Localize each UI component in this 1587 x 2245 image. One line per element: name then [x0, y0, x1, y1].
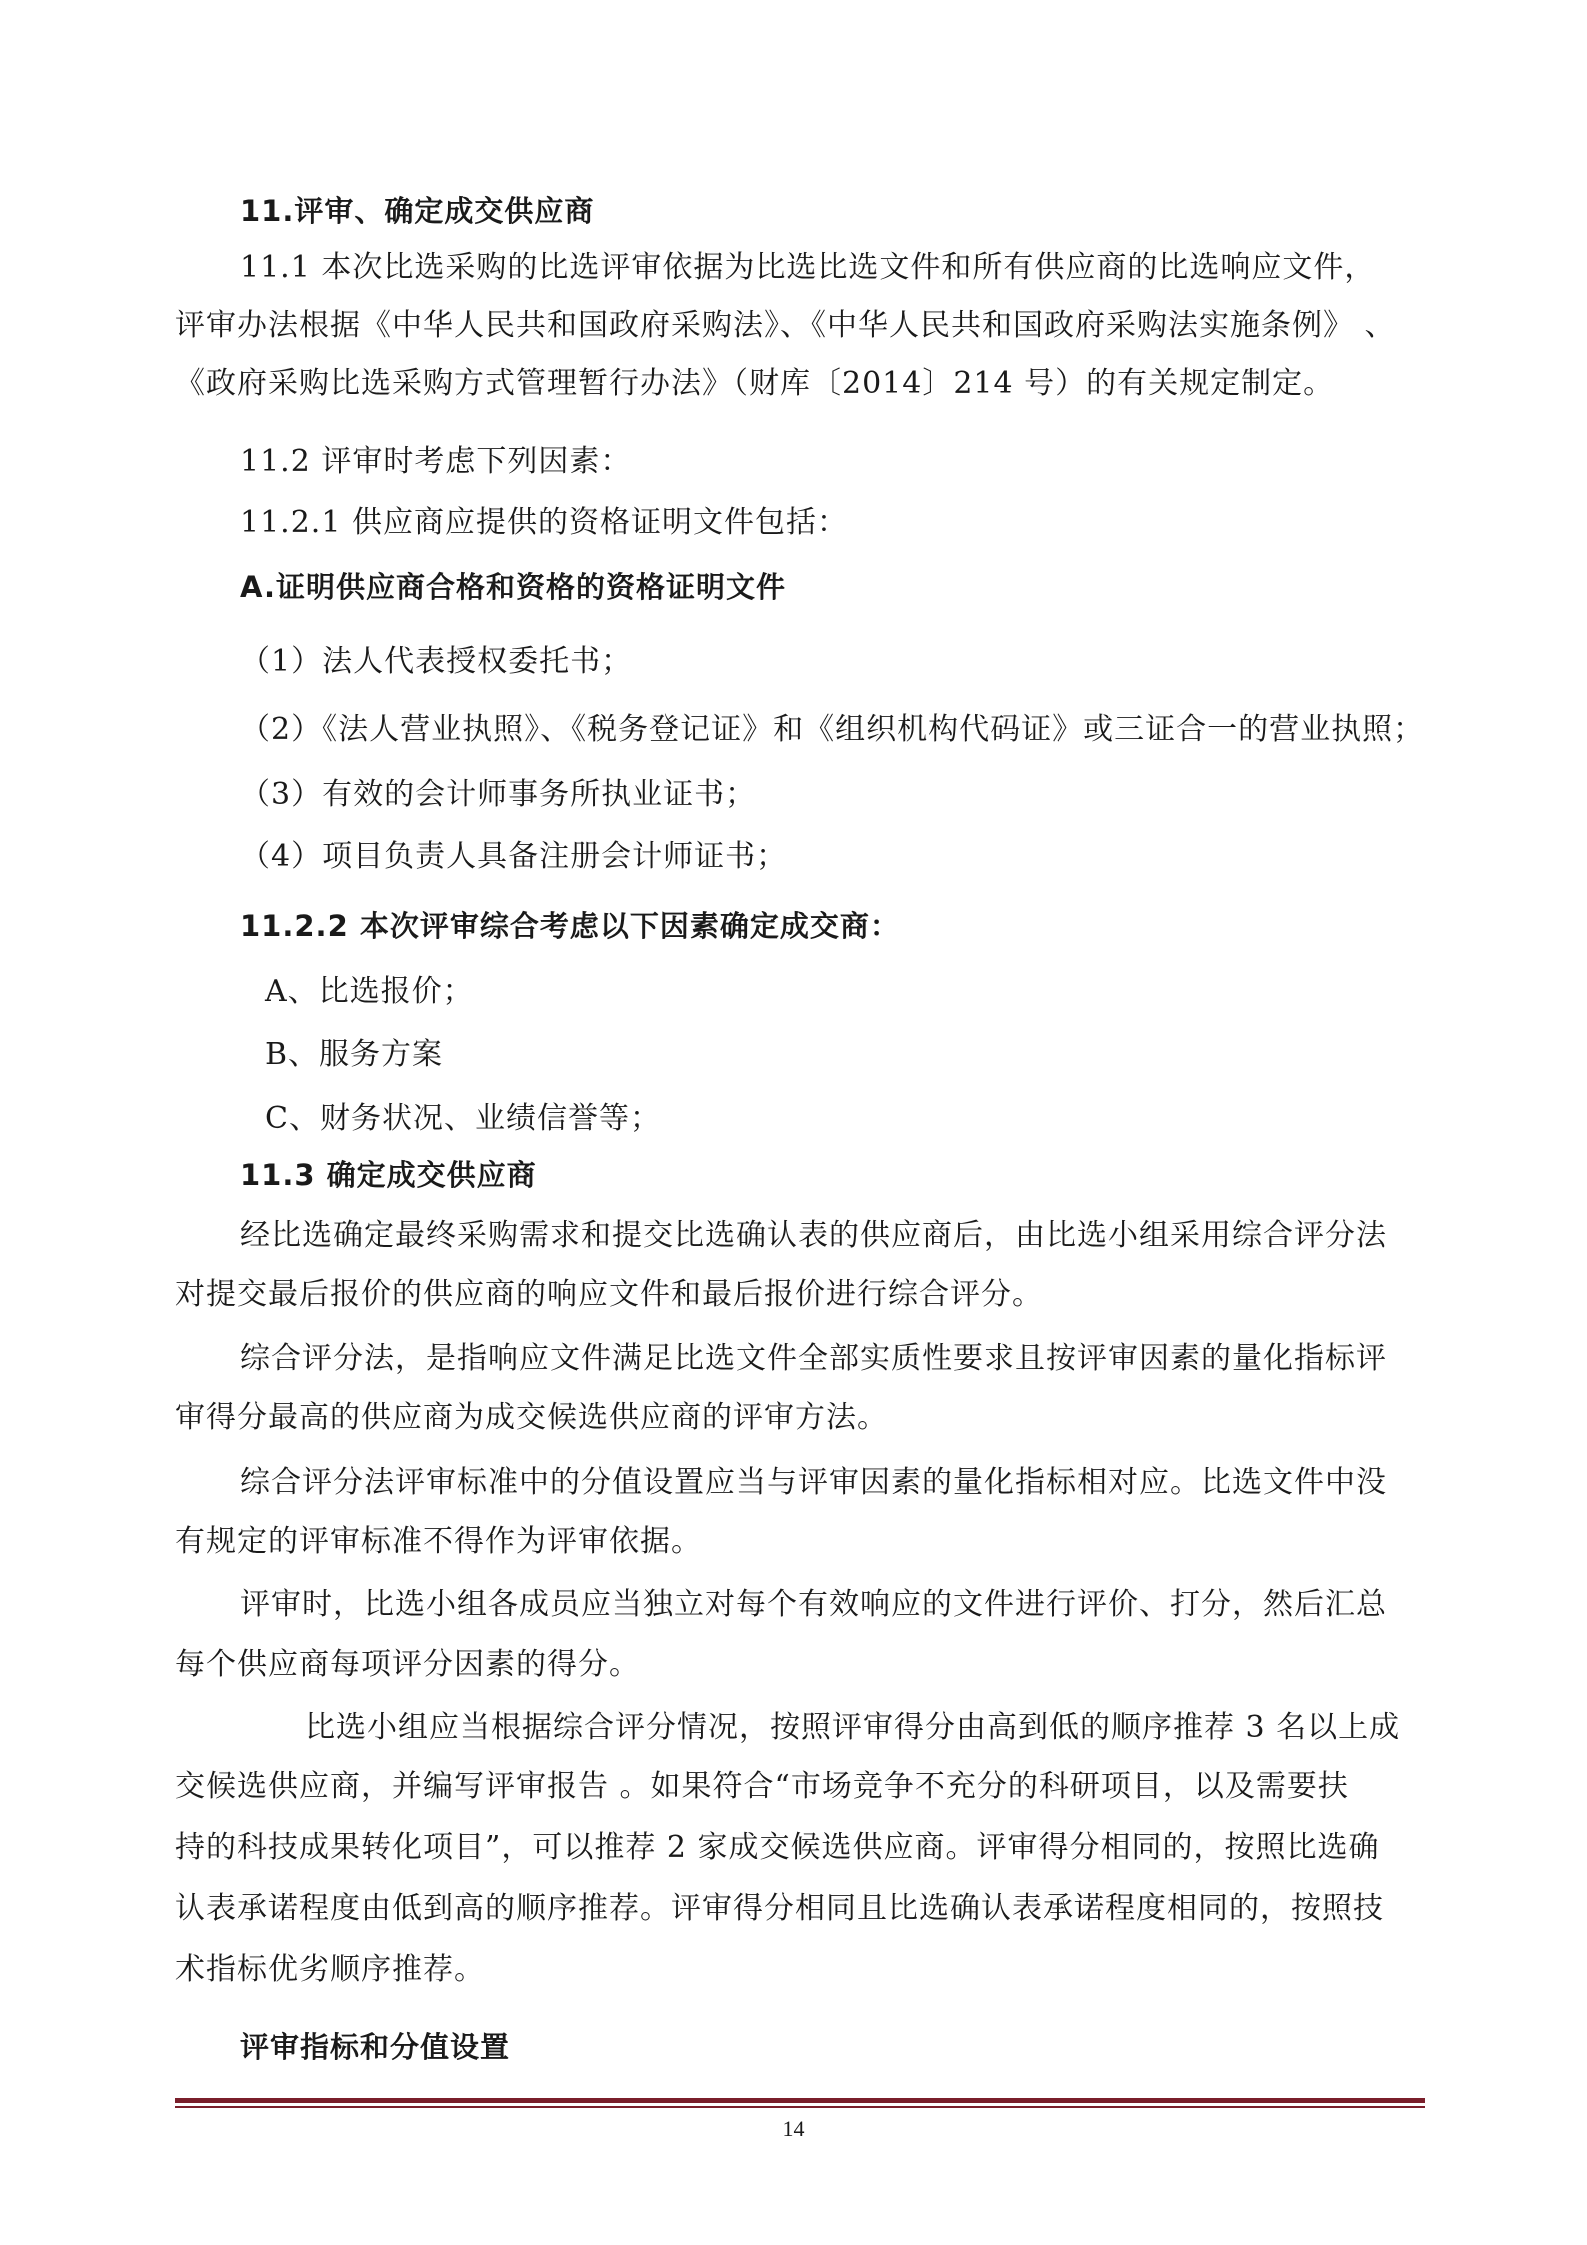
- heading-qualification-docs: A.证明供应商合格和资格的资格证明文件: [240, 570, 786, 604]
- heading-11-2-2: 11.2.2 本次评审综合考虑以下因素确定成交商：: [240, 909, 900, 943]
- paragraph-1-line-2: 对提交最后报价的供应商的响应文件和最后报价进行综合评分。: [175, 1277, 1043, 1312]
- paragraph-5-line-5: 术指标优劣顺序推荐。: [175, 1952, 485, 1987]
- list-item-4: （4）项目负责人具备注册会计师证书；: [240, 839, 788, 874]
- factor-a: A、比选报价；: [265, 974, 474, 1009]
- footer-divider-thick: [175, 2098, 1425, 2103]
- paragraph-11-2-1: 11.2.1 供应商应提供的资格证明文件包括：: [240, 505, 848, 540]
- factor-c: C、财务状况、业绩信誉等；: [265, 1101, 661, 1136]
- paragraph-1-line-1: 经比选确定最终采购需求和提交比选确认表的供应商后，由比选小组采用综合评分法: [240, 1218, 1387, 1253]
- paragraph-2-line-1: 综合评分法，是指响应文件满足比选文件全部实质性要求且按评审因素的量化指标评: [240, 1341, 1387, 1376]
- paragraph-4-line-1: 评审时，比选小组各成员应当独立对每个有效响应的文件进行评价、打分，然后汇总: [240, 1587, 1387, 1622]
- paragraph-5-line-2: 交候选供应商，并编写评审报告 。如果符合“市场竞争不充分的科研项目，以及需要扶: [175, 1769, 1349, 1804]
- list-item-2: （2）《法人营业执照》、《税务登记证》和《组织机构代码证》或三证合一的营业执照；: [240, 712, 1425, 747]
- paragraph-3-line-2: 有规定的评审标准不得作为评审依据。: [175, 1524, 702, 1559]
- paragraph-5-line-3: 持的科技成果转化项目”，可以推荐 2 家成交候选供应商。评审得分相同的，按照比选确: [175, 1830, 1380, 1865]
- paragraph-3-line-1: 综合评分法评审标准中的分值设置应当与评审因素的量化指标相对应。比选文件中没: [240, 1465, 1387, 1500]
- paragraph-4-line-2: 每个供应商每项评分因素的得分。: [175, 1647, 640, 1682]
- heading-11-3: 11.3 确定成交供应商: [240, 1158, 537, 1192]
- paragraph-11-2: 11.2 评审时考虑下列因素：: [240, 444, 632, 479]
- page-number: 14: [782, 2116, 805, 2141]
- heading-scoring-indicators: 评审指标和分值设置: [240, 2030, 511, 2064]
- paragraph-2-line-2: 审得分最高的供应商为成交候选供应商的评审方法。: [175, 1400, 888, 1435]
- paragraph-11-1-line-1: 11.1 本次比选采购的比选评审依据为比选比选文件和所有供应商的比选响应文件，: [240, 250, 1376, 285]
- paragraph-11-1-line-3: 《政府采购比选采购方式管理暂行办法》（财库〔2014〕214 号）的有关规定制定。: [175, 366, 1335, 401]
- list-item-3: （3）有效的会计师事务所执业证书；: [240, 777, 757, 812]
- list-item-1: （1）法人代表授权委托书；: [240, 644, 633, 679]
- paragraph-5-line-4: 认表承诺程度由低到高的顺序推荐。评审得分相同且比选确认表承诺程度相同的，按照技: [175, 1891, 1384, 1926]
- section-heading-11: 11.评审、确定成交供应商: [240, 194, 595, 228]
- footer-divider-thin: [175, 2106, 1425, 2108]
- factor-b: B、服务方案: [265, 1037, 444, 1072]
- paragraph-11-1-line-2: 评审办法根据《中华人民共和国政府采购法》、《中华人民共和国政府采购法实施条例》 、: [175, 308, 1396, 343]
- paragraph-5-line-1: 比选小组应当根据综合评分情况，按照评审得分由高到低的顺序推荐 3 名以上成: [305, 1710, 1401, 1745]
